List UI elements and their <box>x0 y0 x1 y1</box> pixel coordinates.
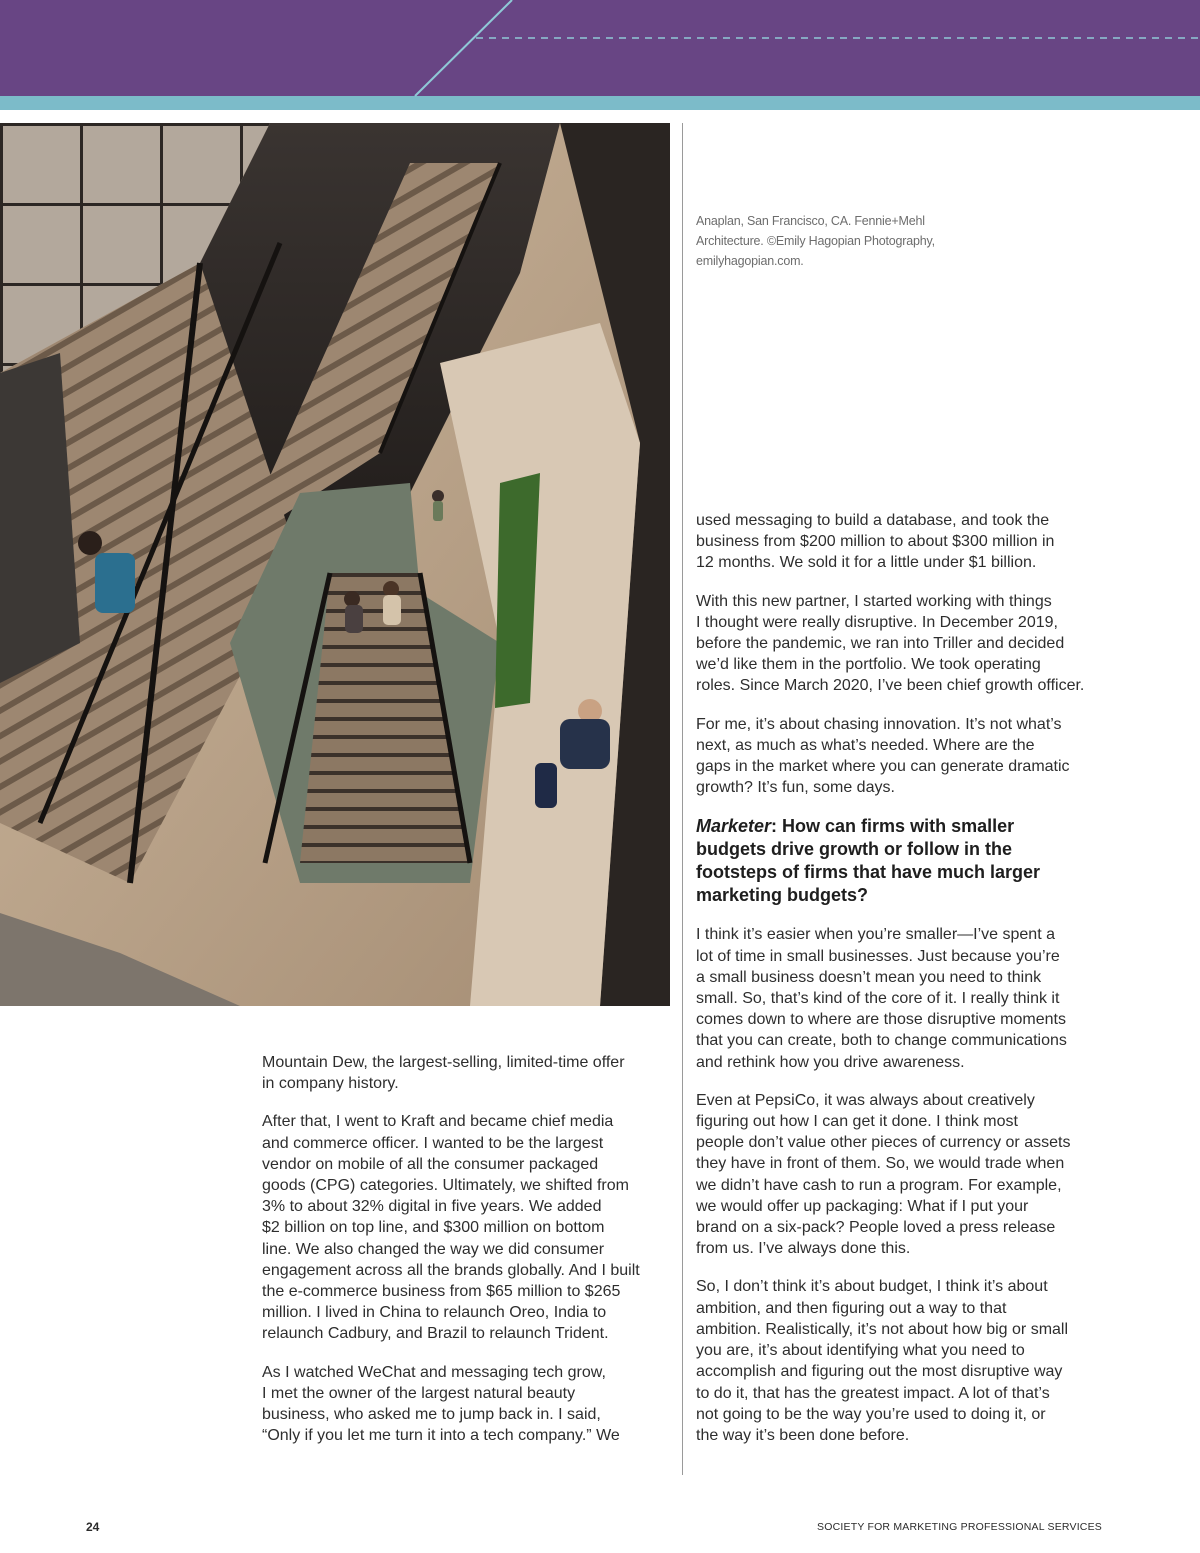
text-line: million. I lived in China to relaunch Oreo, India to <box>262 1304 607 1322</box>
header-decoration <box>0 0 1200 110</box>
text-line: “Only if you let me turn it into a tech company.” We <box>262 1427 620 1445</box>
text-line: Even at PepsiCo, it was always about creatively <box>696 1091 1035 1109</box>
page-number: 24 <box>86 1520 100 1534</box>
text-line: With this new partner, I started working with things <box>696 592 1052 610</box>
text-line: brand on a six-pack? People loved a press release <box>696 1219 1056 1237</box>
right-column <box>696 510 1108 1463</box>
text-line: I met the owner of the largest natural beauty <box>262 1384 576 1402</box>
text-line: we didn’t have cash to run a program. For example, <box>696 1176 1062 1194</box>
text-line: that you can create, both to change communications <box>696 1032 1067 1050</box>
interview-question <box>696 815 1108 907</box>
paragraph <box>696 924 1108 1072</box>
text-line: small. So, that’s kind of the core of it. I really think it <box>696 990 1060 1008</box>
text-line: 3% to about 32% digital in five years. We added <box>262 1198 602 1216</box>
paragraph <box>696 1276 1108 1446</box>
text-line: engagement across all the brands globally. And I built <box>262 1261 640 1279</box>
text-line: we’d like them in the portfolio. We took operating <box>696 656 1041 674</box>
paragraph <box>696 591 1108 697</box>
text-line: ambition. Realistically, it’s not about how big or small <box>696 1320 1069 1338</box>
question-line <box>696 815 1108 838</box>
text-line: used messaging to build a database, and took the <box>696 512 1050 529</box>
paragraph <box>696 714 1108 799</box>
text-line: figuring out how I can get it done. I think most <box>696 1113 1018 1131</box>
text-line: to do it, that has the greatest impact. A lot of that’s <box>696 1384 1050 1402</box>
caption-line: emilyhagopian.com. <box>696 254 804 268</box>
text-line: next, as much as what’s needed. Where are the <box>696 736 1035 754</box>
text-line: As I watched WeChat and messaging tech grow, <box>262 1363 606 1381</box>
text-line: After that, I went to Kraft and became chief media <box>262 1113 614 1131</box>
question-line: budgets drive growth or follow in the <box>696 839 1012 860</box>
left-column <box>262 1052 674 1463</box>
text-line: we would offer up packaging: What if I put your <box>696 1197 1029 1215</box>
text-line: accomplish and figuring out the most disruptive way <box>696 1363 1063 1381</box>
caption-line: Architecture. ©Emily Hagopian Photography, <box>696 234 935 248</box>
text-line: and commerce officer. I wanted to be the largest <box>262 1134 604 1152</box>
stairwell-photo <box>0 123 670 1006</box>
text-line: business, who asked me to jump back in. I said, <box>262 1406 601 1424</box>
text-line: 12 months. We sold it for a little under $1 billion. <box>696 554 1037 572</box>
photo-caption <box>696 211 966 271</box>
text-line: $2 billion on top line, and $300 million on bottom <box>262 1219 605 1237</box>
text-line: vendor on mobile of all the consumer packaged <box>262 1155 599 1173</box>
text-line: growth? It’s fun, some days. <box>696 779 895 797</box>
paragraph <box>696 1090 1108 1260</box>
footer-organization: SOCIETY FOR MARKETING PROFESSIONAL SERVICES <box>817 1521 1102 1533</box>
text-line: line. We also changed the way we did consumer <box>262 1240 605 1258</box>
text-line: business from $200 million to about $300 million in <box>696 533 1055 551</box>
text-line: lot of time in small businesses. Just because you’re <box>696 947 1060 965</box>
paragraph <box>696 510 1108 574</box>
text-line: the way it’s been done before. <box>696 1426 910 1444</box>
text-line: roles. Since March 2020, I’ve been chief growth officer. <box>696 677 1085 695</box>
text-line: a small business doesn’t mean you need to think <box>696 968 1042 986</box>
text-line: they have in front of them. So, we would trade when <box>696 1155 1065 1173</box>
text-line: For me, it’s about chasing innovation. It’s not what’s <box>696 715 1062 733</box>
text-line: ambition, and then figuring out a way to that <box>696 1299 1007 1317</box>
text-line: gaps in the market where you can generate dramatic <box>696 758 1070 776</box>
question-line: footsteps of firms that have much larger <box>696 862 1041 883</box>
text-line: comes down to where are those disruptive moments <box>696 1011 1066 1029</box>
question-line: marketing budgets? <box>696 885 869 906</box>
caption-line: Anaplan, San Francisco, CA. Fennie+Mehl <box>696 214 925 228</box>
text-line: goods (CPG) categories. Ultimately, we shifted from <box>262 1177 629 1195</box>
column-divider <box>682 123 683 1475</box>
text-line: you are, it’s about identifying what you need to <box>696 1342 1025 1360</box>
paragraph <box>262 1052 674 1094</box>
text-line: not going to be the way you’re used to doing it, or <box>696 1405 1046 1423</box>
text-line: and rethink how you drive awareness. <box>696 1053 965 1071</box>
question-text: : How can firms with smaller <box>771 816 1015 837</box>
text-line: people don’t value other pieces of currency or assets <box>696 1134 1071 1152</box>
text-line: in company history. <box>262 1075 399 1093</box>
text-line: Mountain Dew, the largest-selling, limited-time offer <box>262 1054 625 1071</box>
text-line: before the pandemic, we ran into Triller and decided <box>696 635 1065 653</box>
text-line: relaunch Cadbury, and Brazil to relaunch Trident. <box>262 1325 609 1343</box>
text-line: I think it’s easier when you’re smaller—I’ve spent a <box>696 926 1055 944</box>
text-line: the e-commerce business from $65 million to $265 <box>262 1283 621 1301</box>
paragraph <box>262 1362 674 1447</box>
question-label: Marketer <box>696 816 772 837</box>
text-line: I thought were really disruptive. In December 2019, <box>696 613 1058 631</box>
text-line: So, I don’t think it’s about budget, I think it’s about <box>696 1278 1048 1296</box>
text-line: from us. I’ve always done this. <box>696 1240 911 1258</box>
paragraph <box>262 1111 674 1344</box>
